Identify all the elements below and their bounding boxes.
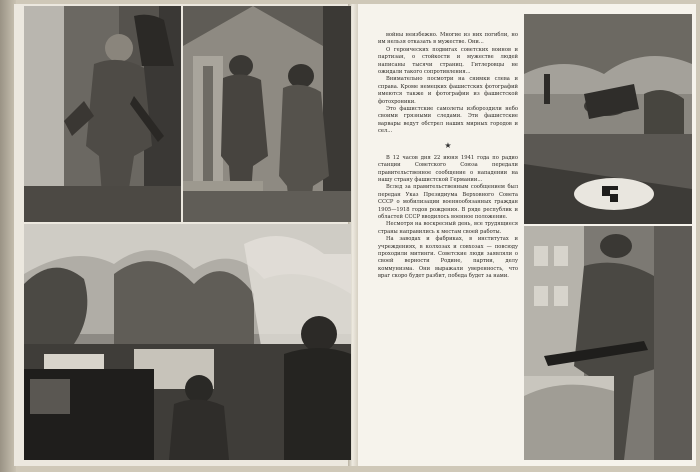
article-paragraph-5: В 12 часов дня 22 июня 1941 года по радио станции Советского Союза передали правительственное сообщение о нападении на нашу страну фашистской Германии...	[378, 154, 518, 183]
article-paragraph-1: войны неизбежно. Многие из них погибли, но им нельзя отказать в мужестве. Они...	[378, 32, 518, 46]
article-paragraph-4: Это фашистские самолеты избороздили небо своими грязными следами. Эти фашистские варвары ведут обстрел наших мирных городов и сел...	[378, 106, 518, 135]
machine-gunner-photo	[524, 226, 692, 460]
article-paragraph-8: На заводах и фабриках, в институтах и учреждениях, в колхозах и совхозах — повсюду проходили митинги. Советские люди заявляли о своей верности Родине, партии, делу коммунизма. Они выражали уверенность, что враг скоро будет разбит, победа будет за нами.	[378, 236, 518, 280]
article-paragraph-2: О героических подвигах советских воинов и партизан, о стойкости и мужестве людей написаны тысячи страниц. Гитлеровцы не ожидали такого сопротивления...	[378, 46, 518, 76]
article-paragraph-7: Несмотря на воскресный день, все трудящиеся страны направились к местам своей работы.	[378, 221, 518, 235]
soldier-with-rifle-photo	[24, 6, 181, 222]
article-paragraph-3: Внимательно посмотри на снимки слева и справа. Кроме немецких фашистских фотографий имеются также и фотографии из фашистской фотохроники.	[378, 76, 518, 105]
article-text-column	[378, 32, 518, 281]
soldiers-at-house-photo	[183, 6, 351, 222]
section-separator-star: ★	[444, 140, 452, 150]
article-paragraph-6: Вслед за правительственным сообщением был передан Указ Президиума Верховного Совета СССР о мобилизации военнообязанных граждан 1905—1918 годов рождения. В ряде республик и областей СССР вводилось военное положение.	[378, 184, 518, 220]
battlefield-flag-photo	[524, 14, 692, 224]
burning-village-photo	[24, 224, 351, 460]
